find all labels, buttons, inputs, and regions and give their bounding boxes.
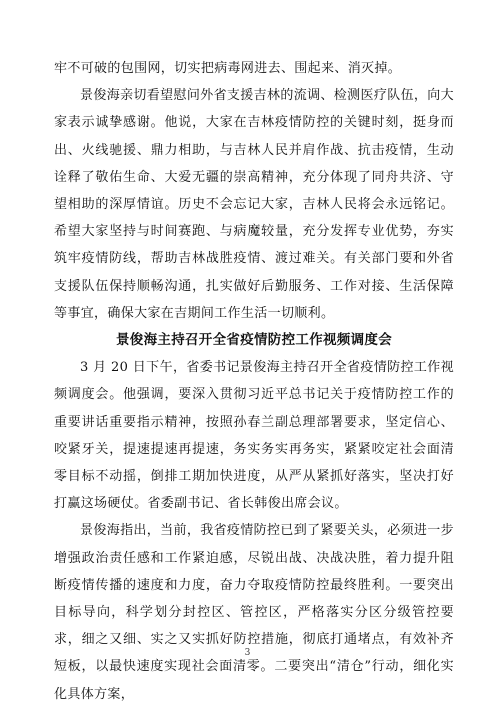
paragraph: 3 月 20 日下午，省委书记景俊海主持召开全省疫情防控工作视频调度会。他强调，要深入贯彻习近平总书记关于疫情防控工作的重要讲话重要指示精神，按照孙春兰副总理部署要求，坚定信心、咬紧牙关，提速提速再提速，务实务实再务实，紧紧咬定社会面清零目标不动摇，倒排工期加快进度，从严从紧抓好落实，坚决打好打赢这场硬仗。省委副书记、省长韩俊出席会议。 [54, 360, 454, 512]
document-body [54, 55, 454, 708]
section-title: 景俊海主持召开全省疫情防控工作视频调度会 [116, 332, 392, 349]
paragraph: 牢不可破的包围网，切实把病毒网进去、围起来、消灭掉。 [54, 61, 402, 76]
page-number: 3 [244, 648, 251, 658]
paragraph: 景俊海亲切看望慰问外省支援吉林的流调、检测医疗队伍，向大家表示诚挚感谢。他说，大家在吉林疫情防控的关键时刻，挺身而出、火线驰援、鼎力相助，与吉林人民并肩作战、抗击疫情，生动诠释了敬佑生命、大爱无疆的崇高精神，充分体现了同舟共济、守望相助的深厚情谊。历史不会忘记大家，吉林人民将会永远铭记。希望大家坚持与时间赛跑、与病魔较量，充分发挥专业优势，夯实筑牢疫情防线，帮助吉林战胜疫情、渡过难关。有关部门要和外省支援队伍保持顺畅沟通，扎实做好后勤服务、工作对接、生活保障等事宜，确保大家在吉期间工作生活一切顺利。 [54, 88, 454, 321]
paragraph: 景俊海指出，当前，我省疫情防控已到了紧要关头，必须进一步增强政治责任感和工作紧迫感，尽锐出战、决战决胜，着力提升阻断疫情传播的速度和力度，奋力夺取疫情防控最终胜利。一要突出目标导向，科学划分封控区、管控区，严格落实分区分级管控要求，细之又细、实之又实抓好防控措施，彻底打通堵点，有效补齐短板，以最快速度实现社会面清零。二要突出“清仓”行动，细化实化具体方案， [54, 523, 454, 702]
